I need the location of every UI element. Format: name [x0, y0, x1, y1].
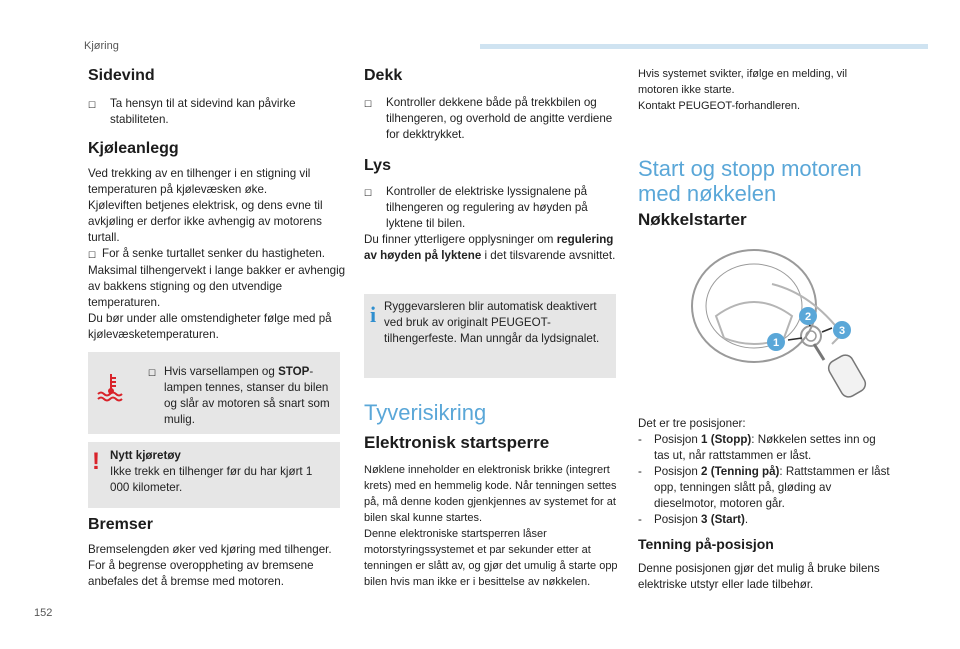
lys-text-pre: Du finner ytterligere opplysninger om — [364, 233, 557, 246]
position-post: : Rattstammen er låst opp, tenningen slått på, gløding av dieselmotor, motoren går. — [654, 465, 890, 510]
warning-text — [164, 364, 338, 428]
info-icon: i — [369, 302, 377, 327]
info-text: Ryggevarsleren blir automatisk deaktivert ved bruk av originalt PEUGEOT-tilhengerfeste. Man unngår da lydsignalet. — [384, 300, 600, 345]
bullet-marker-icon: ☐ — [148, 368, 157, 378]
heading-elektronisk-startsperre: Elektronisk startsperre — [364, 433, 550, 452]
new-vehicle-title: Nytt kjøretøy — [110, 449, 181, 462]
position-post: : Nøkkelen settes inn og tas ut, når rattstammen er låst. — [654, 433, 876, 462]
warning-lamp-text — [148, 364, 338, 428]
dash-marker: - — [638, 465, 642, 478]
bullet-marker-icon: ☐ — [364, 99, 373, 109]
dash-marker: - — [638, 433, 642, 446]
stop-word: STOP — [278, 365, 310, 378]
key-blade — [814, 344, 824, 360]
paragraph: Maksimal tilhengervekt i lange bakker er avhengig av bakkens stigning og den utvendige temperaturen. — [88, 264, 346, 309]
big-title-line: med nøkkelen — [638, 181, 777, 206]
heading-sidevind: Sidevind — [88, 67, 155, 84]
exclamation-icon: ! — [92, 448, 100, 475]
bremser-text: Bremselengden øker ved kjøring med tilhenger. For å begrense overoppheting av bremsene anbefales det å bremse med motoren. — [88, 543, 332, 588]
car-key — [814, 344, 868, 400]
position-bold: 1 (Stopp) — [701, 433, 752, 446]
position-text — [654, 512, 748, 528]
intro-line: Hvis systemet svikter, ifølge en melding, vil motoren ikke starte. — [638, 68, 848, 96]
position-item-3 — [638, 512, 892, 528]
bullet-lys — [364, 184, 618, 232]
paragraph: Du bør under alle omstendigheter følge med på kjølevæsketemperaturen. — [88, 312, 332, 341]
info-box — [364, 294, 616, 378]
bullet-sidevind — [88, 96, 338, 128]
warning-lamp-box — [88, 352, 340, 434]
bullet-text: Ta hensyn til at sidevind kan påvirke stabiliteten. — [110, 97, 296, 126]
steering-wheel-inner — [706, 264, 802, 348]
intro-line: Kontakt PEUGEOT-forhandleren. — [638, 100, 801, 112]
bullet-marker-icon: ☐ — [88, 100, 97, 110]
bullet-text: For å senke turtallet senker du hastigheten. — [102, 247, 325, 260]
elektronisk-body — [364, 462, 618, 590]
key-fob — [826, 352, 869, 400]
new-vehicle-text: Ikke trekk en tilhenger før du har kjørt 1 000 kilometer. — [110, 465, 313, 494]
position-bold: 3 (Start) — [701, 513, 745, 526]
position-text — [654, 432, 892, 464]
position-text — [654, 464, 892, 512]
paragraph: Denne elektroniske startsperren låser motorstyringssystemet et par sekunder etter at tenningen er slått av, og gjør det umulig å starte opp bilen hvis man ikke er i besittelse av nøkkelen. — [364, 528, 618, 588]
lys-text-bold: regulering av høyden på lyktene — [364, 233, 614, 262]
header-bar — [480, 44, 928, 49]
bullet-marker-icon: ☐ — [364, 188, 373, 198]
paragraph: Ved trekking av en tilhenger i en stigning vil temperaturen på kjølevæsken øke. — [88, 167, 311, 196]
position-post: . — [744, 513, 749, 526]
coolant-temperature-icon — [94, 370, 128, 404]
bullet-text: Kontroller de elektriske lyssignalene på tilhengeren og regulering av høyden på lyktene til bilen. — [386, 185, 588, 230]
big-title-line: Start og stopp motoren — [638, 156, 862, 181]
bullet-dekk — [364, 95, 618, 143]
position-pre: Posisjon — [654, 433, 702, 446]
marker-label-2: 2 — [804, 311, 812, 323]
heading-dekk: Dekk — [364, 67, 403, 84]
lys-text-post: i det tilsvarende avsnittet. — [481, 249, 616, 262]
dash-marker: - — [638, 513, 642, 526]
lys-body — [364, 184, 618, 264]
marker-label-1: 1 — [772, 337, 780, 349]
new-vehicle-box — [88, 442, 340, 508]
heading-kjoleanlegg: Kjøleanlegg — [88, 140, 179, 157]
heading-lys: Lys — [364, 157, 391, 174]
bullet-kjoleanlegg — [88, 246, 346, 263]
paragraph: Kjøleviften betjenes elektrisk, og dens evne til avkjøling er derfor ikke avhengig av motorens turtall. — [88, 199, 323, 244]
intro-text — [638, 66, 888, 114]
positions-intro: Det er tre posisjoner: — [638, 417, 746, 430]
heading-tyverisikring: Tyverisikring — [364, 400, 487, 425]
positions-list — [638, 416, 892, 528]
position-pre: Posisjon — [654, 465, 702, 478]
position-pre: Posisjon — [654, 513, 702, 526]
new-vehicle-content — [110, 448, 334, 496]
page-number: 152 — [34, 607, 53, 619]
paragraph: Nøklene inneholder en elektronisk brikke (integrert krets) med en hemmelig kode. Når tenningen settes på, må denne koden gjenkjennes av systemet for at bilen skal kunne startes. — [364, 464, 617, 524]
tenning-text: Denne posisjonen gjør det mulig å bruke bilens elektriske utstyr eller lade tilbehør. — [638, 562, 880, 591]
position-item-2 — [638, 464, 892, 512]
warning-text-pre: Hvis varsellampen og — [164, 365, 279, 378]
lys-paragraph — [364, 232, 618, 264]
position-item-1 — [638, 432, 892, 464]
warning-text-post: -lampen tennes, stanser du bilen og slår av motoren så snart som mulig. — [164, 365, 330, 426]
steering-wheel-rim — [692, 250, 816, 362]
bullet-text: Kontroller dekkene både på trekkbilen og tilhengeren, og overhold de angitte verdiene for dekktrykket. — [386, 96, 613, 141]
position-bold: 2 (Tenning på) — [701, 465, 780, 478]
bullet-marker-icon: ☐ — [88, 250, 97, 260]
chapter-label: Kjøring — [84, 40, 119, 52]
heading-bremser: Bremser — [88, 516, 153, 533]
ignition-key-illustration — [676, 244, 896, 400]
kjoleanlegg-body — [88, 166, 346, 343]
heading-tenning-pa: Tenning på-posisjon — [638, 536, 774, 552]
marker-label-3: 3 — [838, 325, 846, 337]
heading-nokkelstarter: Nøkkelstarter — [638, 210, 747, 229]
heading-start-stopp — [638, 156, 862, 206]
